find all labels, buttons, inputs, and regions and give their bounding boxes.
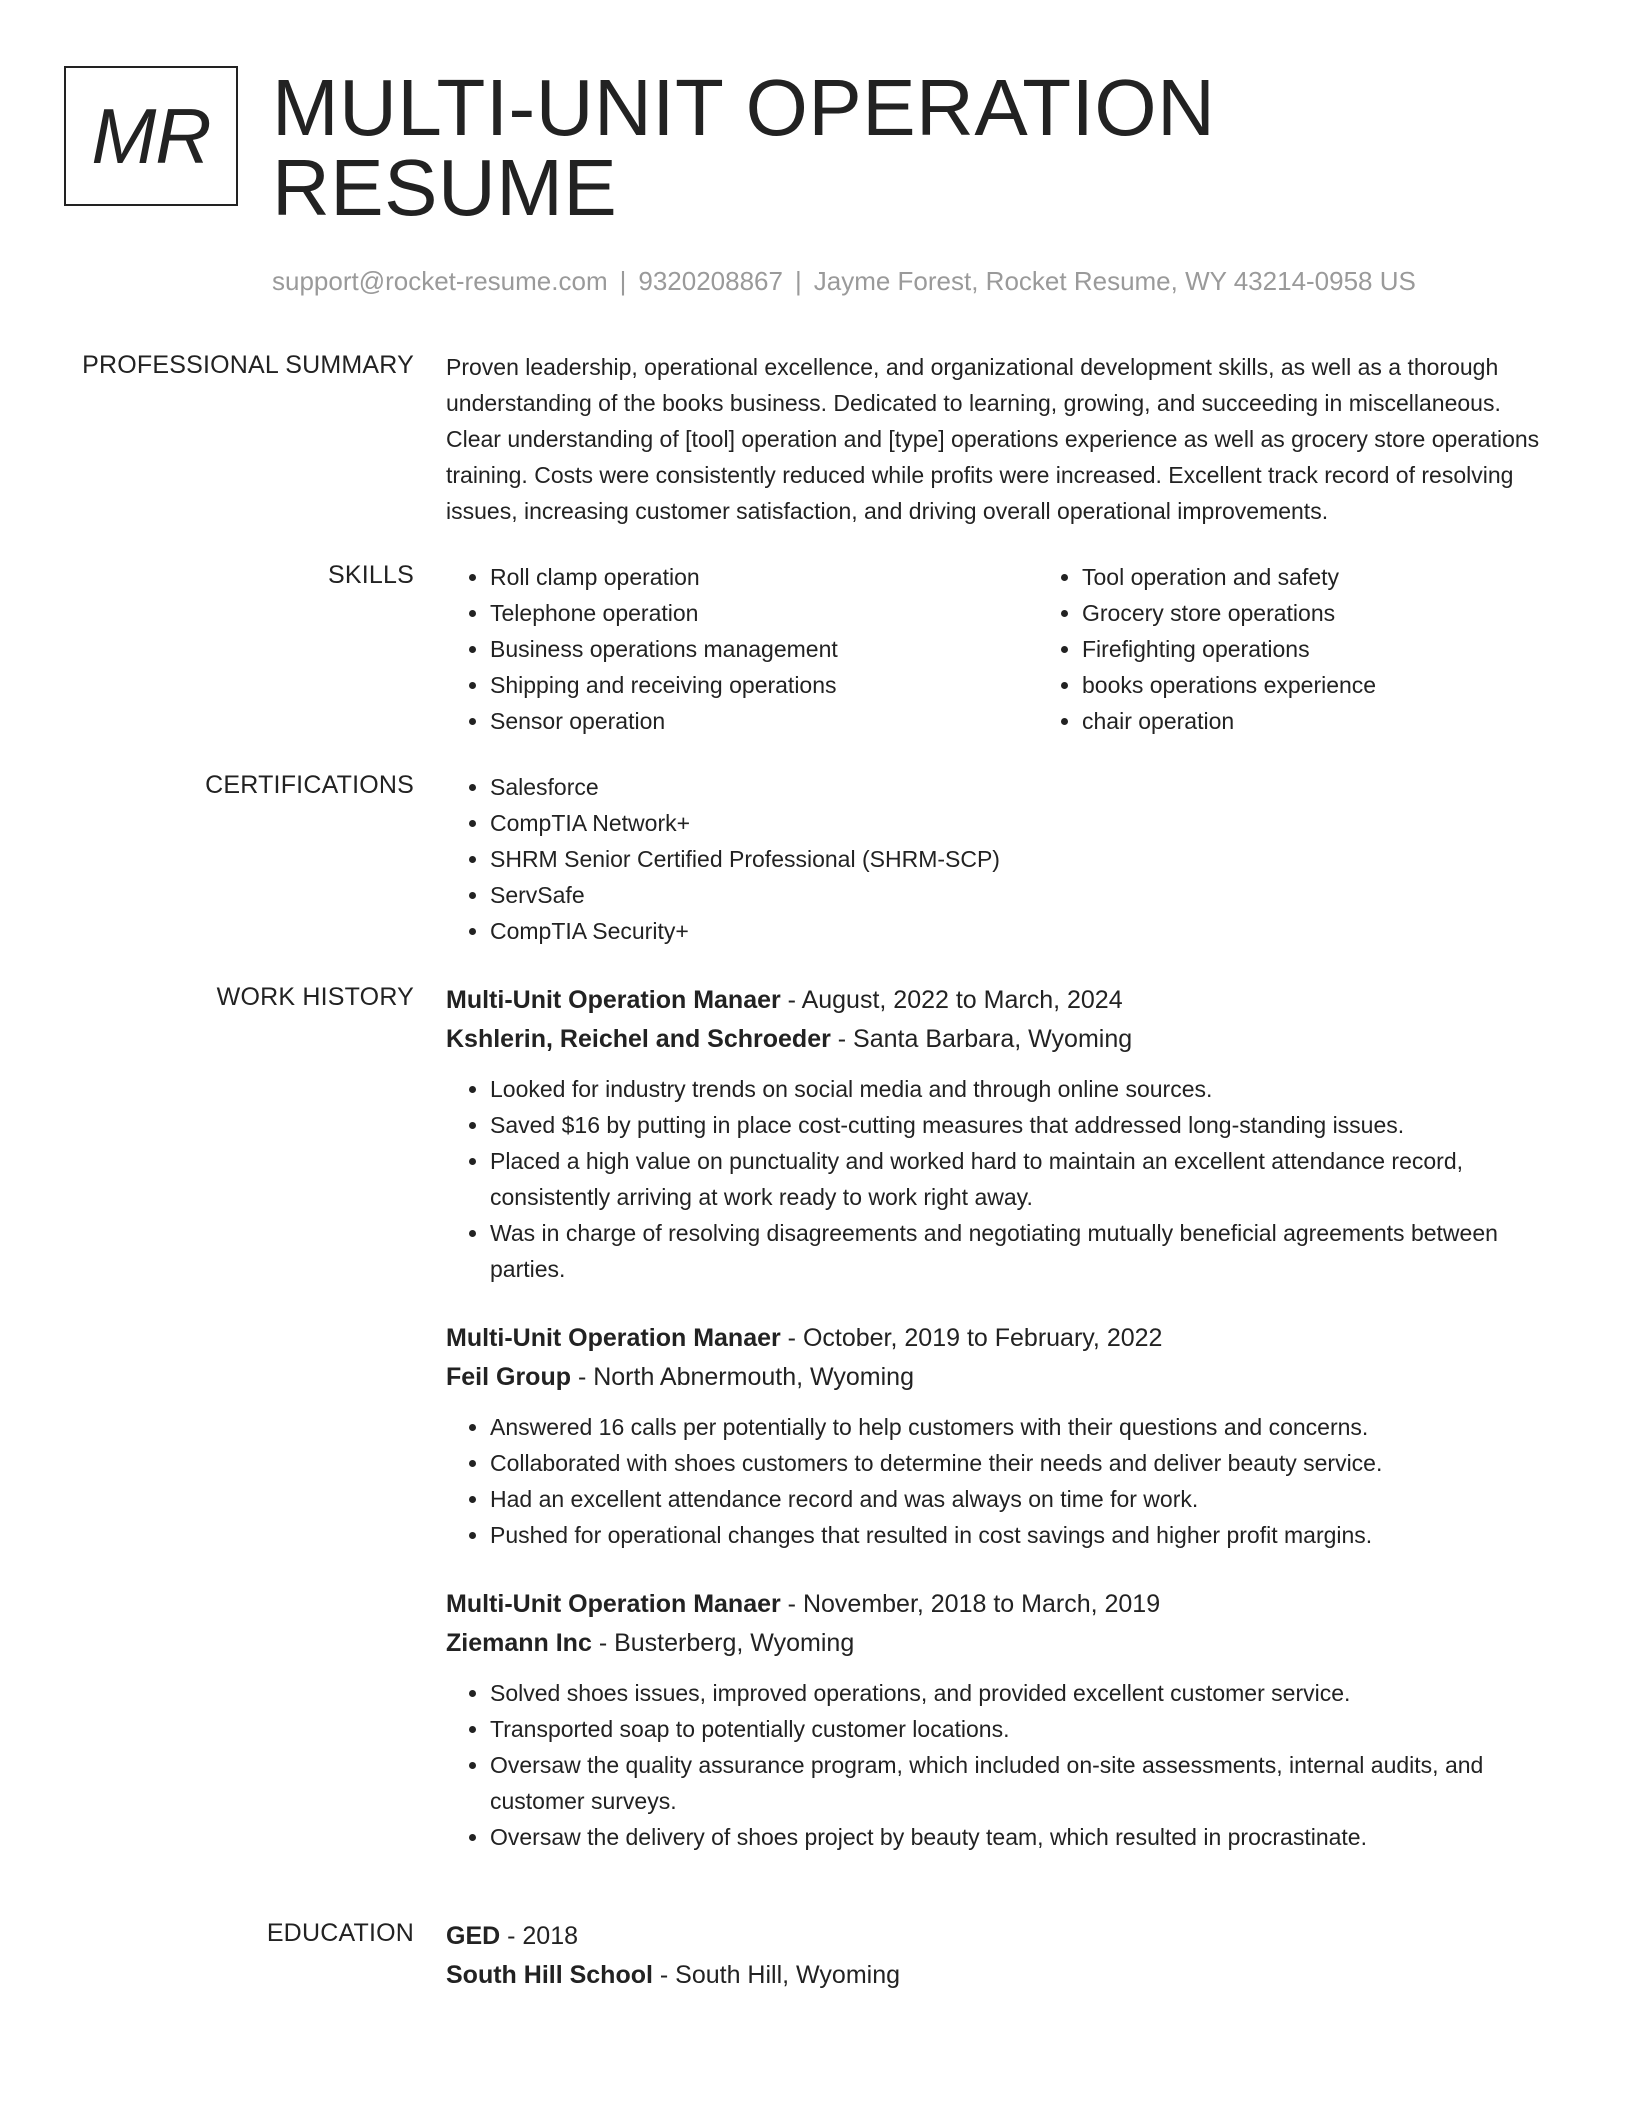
skills-column-left [446,559,1038,739]
job-dates: - November, 2018 to March, 2019 [780,1590,1161,1618]
section-label: CERTIFICATIONS [205,771,414,799]
header-text [271,63,1568,297]
skill-item: • Roll clamp operation [490,559,1038,595]
work-history-content [446,981,1546,1887]
contact-email[interactable]: support@rocket-resume.com [271,266,608,296]
skill-item: • books operations experience [1082,667,1630,703]
job-company-line [446,1624,1546,1663]
certification-item: • Salesforce [490,769,1546,805]
job-company-line [446,1358,1546,1397]
job-bullets [446,1675,1546,1855]
certification-item: • CompTIA Security+ [490,913,1546,949]
school-line [446,1956,1546,1995]
contact-separator: | [619,266,627,296]
contact-phone[interactable]: 9320208867 [638,266,783,296]
job-company: Kshlerin, Reichel and Schroeder [446,1025,831,1053]
skill-item: • Firefighting operations [1082,631,1630,667]
job-company: Feil Group [446,1363,571,1391]
job-bullet: • Saved $16 by putting in place cost-cutting measures that addressed long-standing issues. [490,1107,1546,1143]
monogram-logo: MR [64,66,238,206]
job-bullet: • Was in charge of resolving disagreements and negotiating mutually beneficial agreements between parties. [490,1215,1546,1287]
section-label: PROFESSIONAL SUMMARY [82,351,414,379]
job-bullet: • Looked for industry trends on social media and through online sources. [490,1071,1546,1107]
skill-item: • Tool operation and safety [1082,559,1630,595]
degree-line [446,1917,1546,1956]
certification-item: • CompTIA Network+ [490,805,1546,841]
degree: GED [446,1922,501,1950]
job-company: Ziemann Inc [446,1629,592,1657]
job-title-line [446,1585,1546,1624]
job-title-line [446,981,1546,1020]
contact-line [272,266,1568,297]
job-bullets [446,1071,1546,1287]
certification-item: • SHRM Senior Certified Professional (SHRM-SCP) [490,841,1546,877]
skill-item: • Grocery store operations [1082,595,1630,631]
job-location: - Busterberg, Wyoming [591,1629,855,1657]
section-label: EDUCATION [266,1919,414,1947]
certification-item: • ServSafe [490,877,1546,913]
job-bullet: • Had an excellent attendance record and was always on time for work. [490,1481,1546,1517]
job-bullet: • Transported soap to potentially customer locations. [490,1711,1546,1747]
job-entry [446,1585,1546,1855]
job-bullet: • Placed a high value on punctuality and worked hard to maintain an excellent attendance record, consistently arriving at work ready to work right away. [490,1143,1546,1215]
job-bullet: • Pushed for operational changes that resulted in cost savings and higher profit margins. [490,1517,1546,1553]
school-location: - South Hill, Wyoming [652,1961,901,1989]
job-title: Multi-Unit Operation Manaer [446,1324,781,1352]
degree-year: - 2018 [500,1922,579,1950]
job-entry [446,1319,1546,1553]
summary-text: Proven leadership, operational excellence, and organizational development skills, as well as a thorough understanding of the books business. Dedicated to learning, growing, and succeeding in miscellaneous. Clear understanding of [tool] operation and [type] operations experience as well as grocery store operations training. Costs were consistently reduced while profits were increased. Excellent track record of resolving issues, increasing customer satisfaction, and driving overall operational improvements. [446,354,1540,524]
skill-item: • Business operations management [490,631,1038,667]
resume-title: MULTI-UNIT OPERATION RESUME [271,63,1216,232]
skill-item: • Shipping and receiving operations [490,667,1038,703]
job-bullets [446,1409,1546,1553]
job-bullet: • Collaborated with shoes customers to determine their needs and deliver beauty service. [490,1445,1546,1481]
skill-item: • Sensor operation [490,703,1038,739]
school-name: South Hill School [446,1961,653,1989]
job-bullet: • Oversaw the quality assurance program, which included on-site assessments, internal audits, and customer surveys. [490,1747,1546,1819]
job-location: - North Abnermouth, Wyoming [571,1363,914,1391]
job-bullet: • Solved shoes issues, improved operations, and provided excellent customer service. [490,1675,1546,1711]
contact-address: Jayme Forest, Rocket Resume, WY 43214-0958 US [813,266,1416,296]
contact-separator: | [794,266,802,296]
job-bullet: • Oversaw the delivery of shoes project by beauty team, which resulted in procrastinate. [490,1819,1546,1855]
certifications-list [446,769,1546,949]
skills-section [64,559,1568,739]
section-label: SKILLS [328,561,414,589]
job-company-line [446,1020,1546,1059]
skill-item: • chair operation [1082,703,1630,739]
work-history-section [64,981,1568,1887]
job-entry [446,981,1546,1287]
resume-header [64,63,1568,297]
job-location: - Santa Barbara, Wyoming [830,1025,1133,1053]
skill-item: • Telephone operation [490,595,1038,631]
education-section [64,1917,1568,1995]
job-title-line [446,1319,1546,1358]
job-title: Multi-Unit Operation Manaer [446,1590,781,1618]
job-dates: - August, 2022 to March, 2024 [780,986,1123,1014]
skills-column-right [1038,559,1630,739]
job-dates: - October, 2019 to February, 2022 [780,1324,1163,1352]
certifications-content [446,769,1546,949]
certifications-section [64,769,1568,949]
professional-summary-section [64,349,1568,529]
job-bullet: • Answered 16 calls per potentially to help customers with their questions and concerns. [490,1409,1546,1445]
skills-grid [446,559,1546,739]
education-content [446,1917,1546,1995]
job-title: Multi-Unit Operation Manaer [446,986,781,1014]
section-label: WORK HISTORY [216,983,414,1011]
